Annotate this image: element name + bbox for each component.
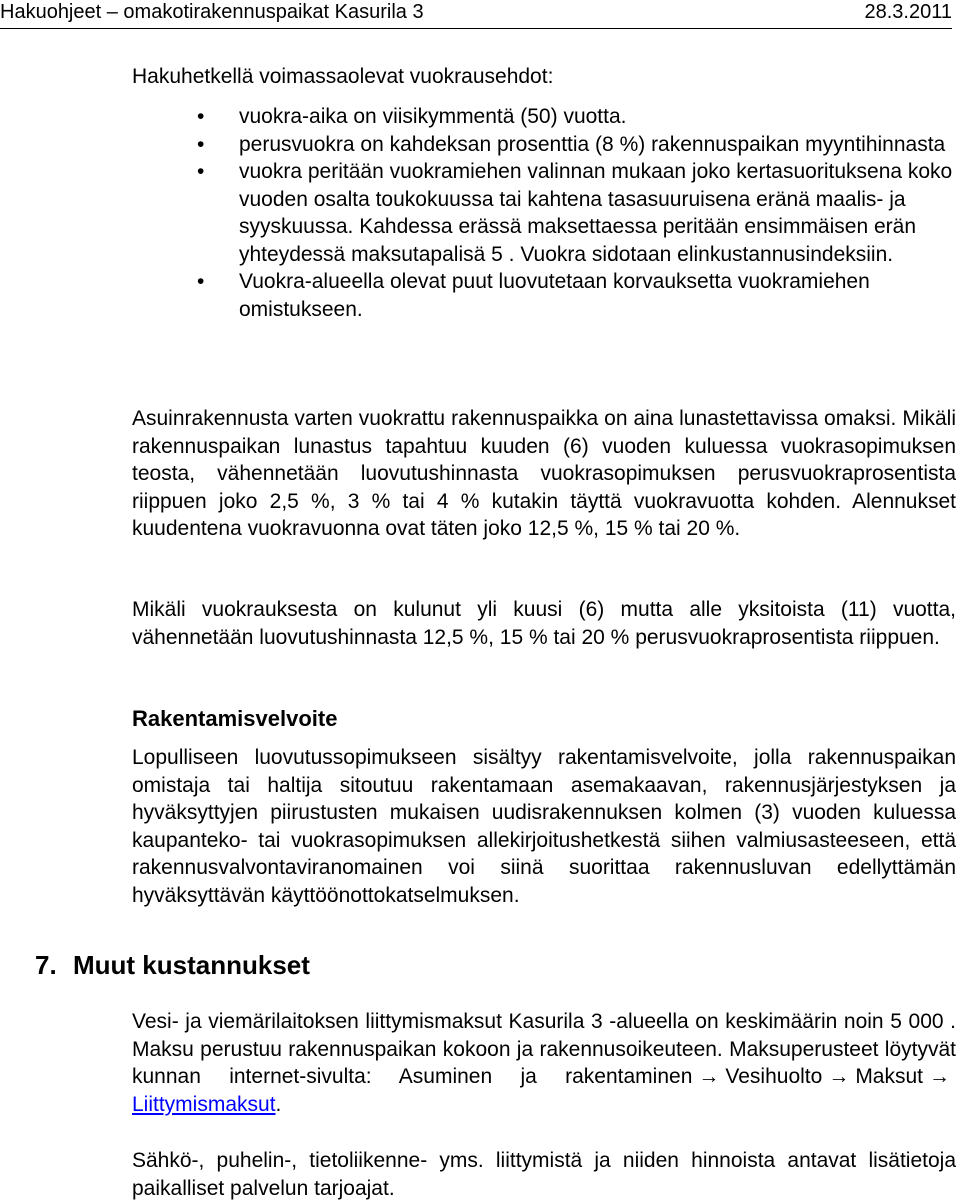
page-header <box>0 0 952 26</box>
list-item <box>132 103 956 131</box>
section-heading <box>35 947 310 983</box>
arrow-right-icon: → <box>828 1065 850 1088</box>
header-divider <box>0 28 952 29</box>
liittymismaksut-link[interactable]: Liittymismaksut <box>132 1092 276 1116</box>
path-vesihuolto: Vesihuolto <box>725 1065 823 1088</box>
redemption-paragraph: Asuinrakennusta varten vuokrattu rakennuspaikka on aina lunastettavissa omaksi. Mikäli rakennuspaikan lunastus tapahtuu kuuden (6) vuoden kuluessa vuokrasopimuksen teosta, vähennetään luovutushinnasta vuokrasopimuksen perusvuokraprosentista riippuen joko 2,5 %, 3 % tai 4 % kutakin täyttä vuokravuotta kohden. Alennukset kuudentena vuokravuonna ovat täten joko 12,5 %, 15 % tai 20 %. <box>132 407 956 540</box>
bullet-icon: • <box>197 270 205 293</box>
path-maksut: Maksut <box>855 1065 923 1088</box>
header-title: Hakuohjeet – omakotirakennuspaikat Kasurila 3 <box>0 1 424 23</box>
link-suffix: . <box>275 1092 282 1116</box>
list-item <box>132 268 956 323</box>
water-fees-text: Vesi- ja viemärilaitoksen liittymismaksut Kasurila 3 -alueella on keskimäärin noin 5 000 . Maksu perustuu rakennuspaikan kokoon ja rakennusoikeuteen. Maksuperusteet löytyvät kunnan internet-sivulta: Asuminen ja rakentaminen <box>132 1010 956 1088</box>
water-fees-paragraph <box>132 1008 956 1118</box>
header-date: 28.3.2011 <box>864 1 952 23</box>
electricity-paragraph: Sähkö-, puhelin-, tietoliikenne- yms. liittymistä ja niiden hinnoista antavat lisätietoja paikalliset palvelun tarjoajat. <box>132 1149 956 1200</box>
construction-obligation-heading: Rakentamisvelvoite <box>132 706 338 731</box>
bullet-icon: • <box>197 105 205 128</box>
section-number: 7. <box>35 950 57 980</box>
list-item-text: vuokra peritään vuokramiehen valinnan mukaan joko kertasuorituksena koko vuoden osalta toukokuussa tai kahtena tasasuuruisena eränä maalis- ja syyskuussa. Kahdessa erässä maksettaessa peritään ensimmäisen erän yhteydessä maksutapalisä 5 . Vuokra sidotaan elinkustannusindeksiin. <box>239 160 953 266</box>
list-item <box>132 131 956 159</box>
arrow-right-icon: → <box>698 1065 720 1088</box>
section-title: Muut kustannukset <box>73 950 310 980</box>
list-item-text: perusvuokra on kahdeksan prosenttia (8 %) rakennuspaikan myyntihinnasta <box>239 132 946 156</box>
bullet-icon: • <box>197 160 205 183</box>
list-item <box>132 158 956 268</box>
bullet-icon: • <box>197 132 205 156</box>
construction-obligation-paragraph: Lopulliseen luovutussopimukseen sisältyy rakentamisvelvoite, jolla rakennuspaikan omistaja tai haltija sitoutuu rakentamaan asemakaavan, rakennusjärjestyksen ja hyväksyttyjen piirustusten mukaisen uudisrakennuksen kolmen (3) vuoden kuluessa kaupanteko- tai vuokrasopimuksen allekirjoitushetkestä siihen valmiusasteeseen, että rakennusvalvontaviranomainen voi siinä suorittaa rakennusluvan edellyttämän hyväksyttävän käyttöönottokatselmuksen. <box>132 746 956 907</box>
list-item-text: Vuokra-alueella olevat puut luovutetaan korvauksetta vuokramiehen omistukseen. <box>239 270 870 321</box>
list-item-text: vuokra-aika on viisikymmentä (50) vuotta. <box>239 105 627 128</box>
arrow-right-icon: → <box>929 1065 950 1088</box>
lease-terms-list <box>132 103 956 323</box>
lease-terms-heading: Hakuhetkellä voimassaolevat vuokrausehdot: <box>132 65 554 88</box>
long-lease-paragraph: Mikäli vuokrauksesta on kulunut yli kuusi (6) mutta alle yksitoista (11) vuotta, vähennetään luovutushinnasta 12,5 %, 15 % tai 20 % perusvuokraprosentista riippuen. <box>132 598 956 649</box>
